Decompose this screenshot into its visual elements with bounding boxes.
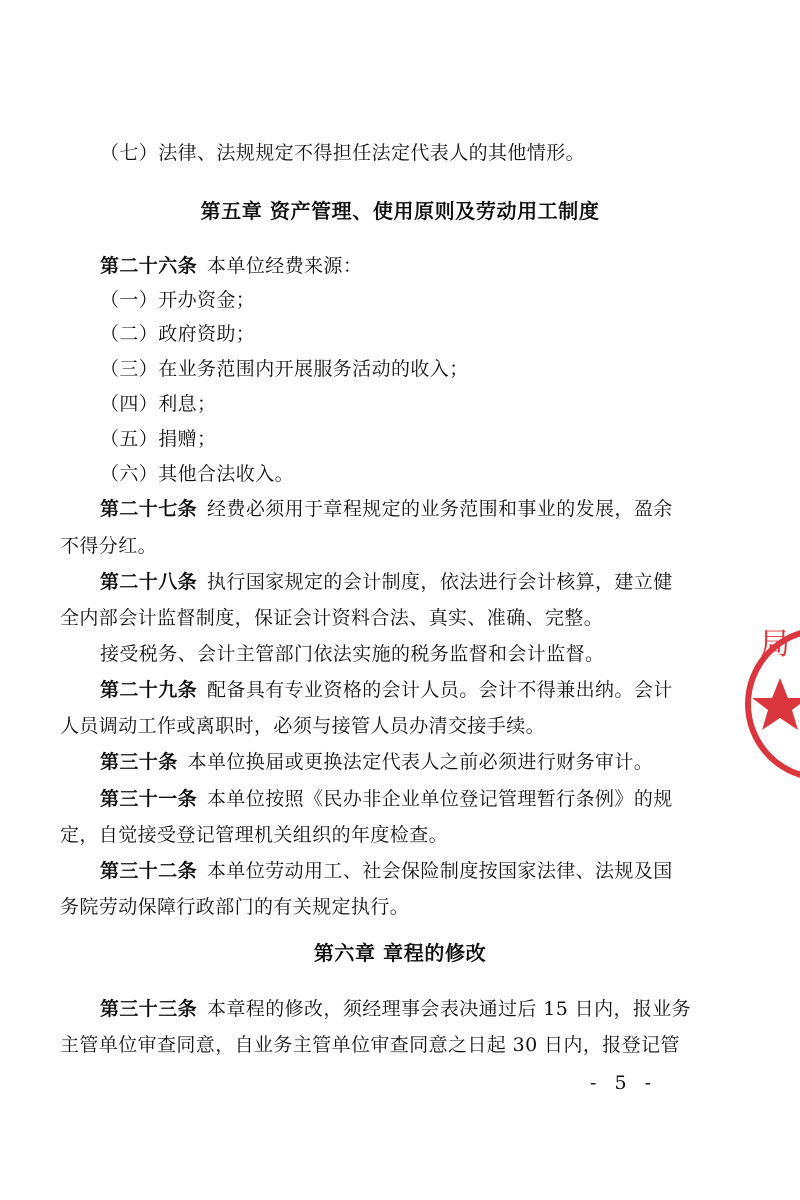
- paragraph-line: 不得分红。: [60, 535, 158, 557]
- article-text: 经费必须用于章程规定的业务范围和事业的发展，盈余: [207, 498, 673, 520]
- official-seal: [742, 604, 800, 804]
- paragraph-line: 主管单位审查同意，自业务主管单位审查同意之日起 30 日内，报登记管: [60, 1034, 680, 1056]
- chapter-heading: 第六章 章程的修改: [313, 941, 487, 965]
- article-paragraph: [100, 494, 740, 524]
- paragraph-line: 务院劳动保障行政部门的有关规定执行。: [60, 896, 410, 918]
- article-number: 第三十三条: [100, 998, 198, 1020]
- article-paragraph: [100, 856, 740, 886]
- paragraph-line: 全内部会计监督制度，保证会计资料合法、真实、准确、完整。: [60, 607, 604, 629]
- article-paragraph: [100, 675, 740, 705]
- article-number: 第二十七条: [100, 498, 198, 520]
- list-item: （五）捐赠；: [100, 428, 217, 450]
- article-number: 第二十八条: [100, 571, 198, 593]
- list-item: （二）政府资助；: [100, 323, 256, 345]
- paragraph-line: 人员调动工作或离职时，必须与接管人员办清交接手续。: [60, 715, 546, 737]
- list-item: （三）在业务范围内开展服务活动的收入；: [100, 358, 469, 380]
- chapter-heading: 第五章 资产管理、使用原则及劳动用工制度: [200, 199, 600, 223]
- article-text: 执行国家规定的会计制度，依法进行会计核算，建立健: [207, 571, 673, 593]
- article-paragraph: [100, 567, 740, 597]
- article-text: 本单位按照《民办非企业单位登记管理暂行条例》的规: [207, 788, 673, 810]
- article-number: 第三十一条: [100, 788, 198, 810]
- article-paragraph: [100, 784, 740, 814]
- list-item: （六）其他合法收入。: [100, 463, 295, 485]
- article-text: 本单位劳动用工、社会保险制度按国家法律、法规及国: [207, 860, 673, 882]
- paragraph-line: 接受税务、会计主管部门依法实施的税务监督和会计监督。: [100, 643, 605, 665]
- article-text: 本章程的修改，须经理事会表决通过后 15 日内，报业务: [207, 998, 692, 1020]
- seal-text: 局: [760, 627, 790, 662]
- list-item: （一）开办资金；: [100, 289, 256, 311]
- article-text: 配备具有专业资格的会计人员。会计不得兼出纳。会计: [207, 679, 673, 701]
- article-text: 本单位换届或更换法定代表人之前必须进行财务审计。: [187, 751, 654, 773]
- list-item: （七）法律、法规规定不得担任法定代表人的其他情形。: [100, 142, 586, 164]
- article-paragraph: [100, 251, 740, 281]
- article-number: 第三十二条: [100, 860, 198, 882]
- article-number: 第二十九条: [100, 679, 198, 701]
- page-number: - 5 -: [590, 1072, 658, 1094]
- list-item: （四）利息；: [100, 393, 217, 415]
- article-number: 第三十条: [100, 751, 178, 773]
- red-star-icon: [752, 678, 800, 730]
- article-number: 第二十六条: [100, 255, 198, 277]
- paragraph-line: 定，自觉接受登记管理机关组织的年度检查。: [60, 824, 449, 846]
- article-paragraph: [100, 994, 740, 1024]
- article-text: 本单位经费来源：: [207, 255, 363, 277]
- article-paragraph: [100, 747, 740, 777]
